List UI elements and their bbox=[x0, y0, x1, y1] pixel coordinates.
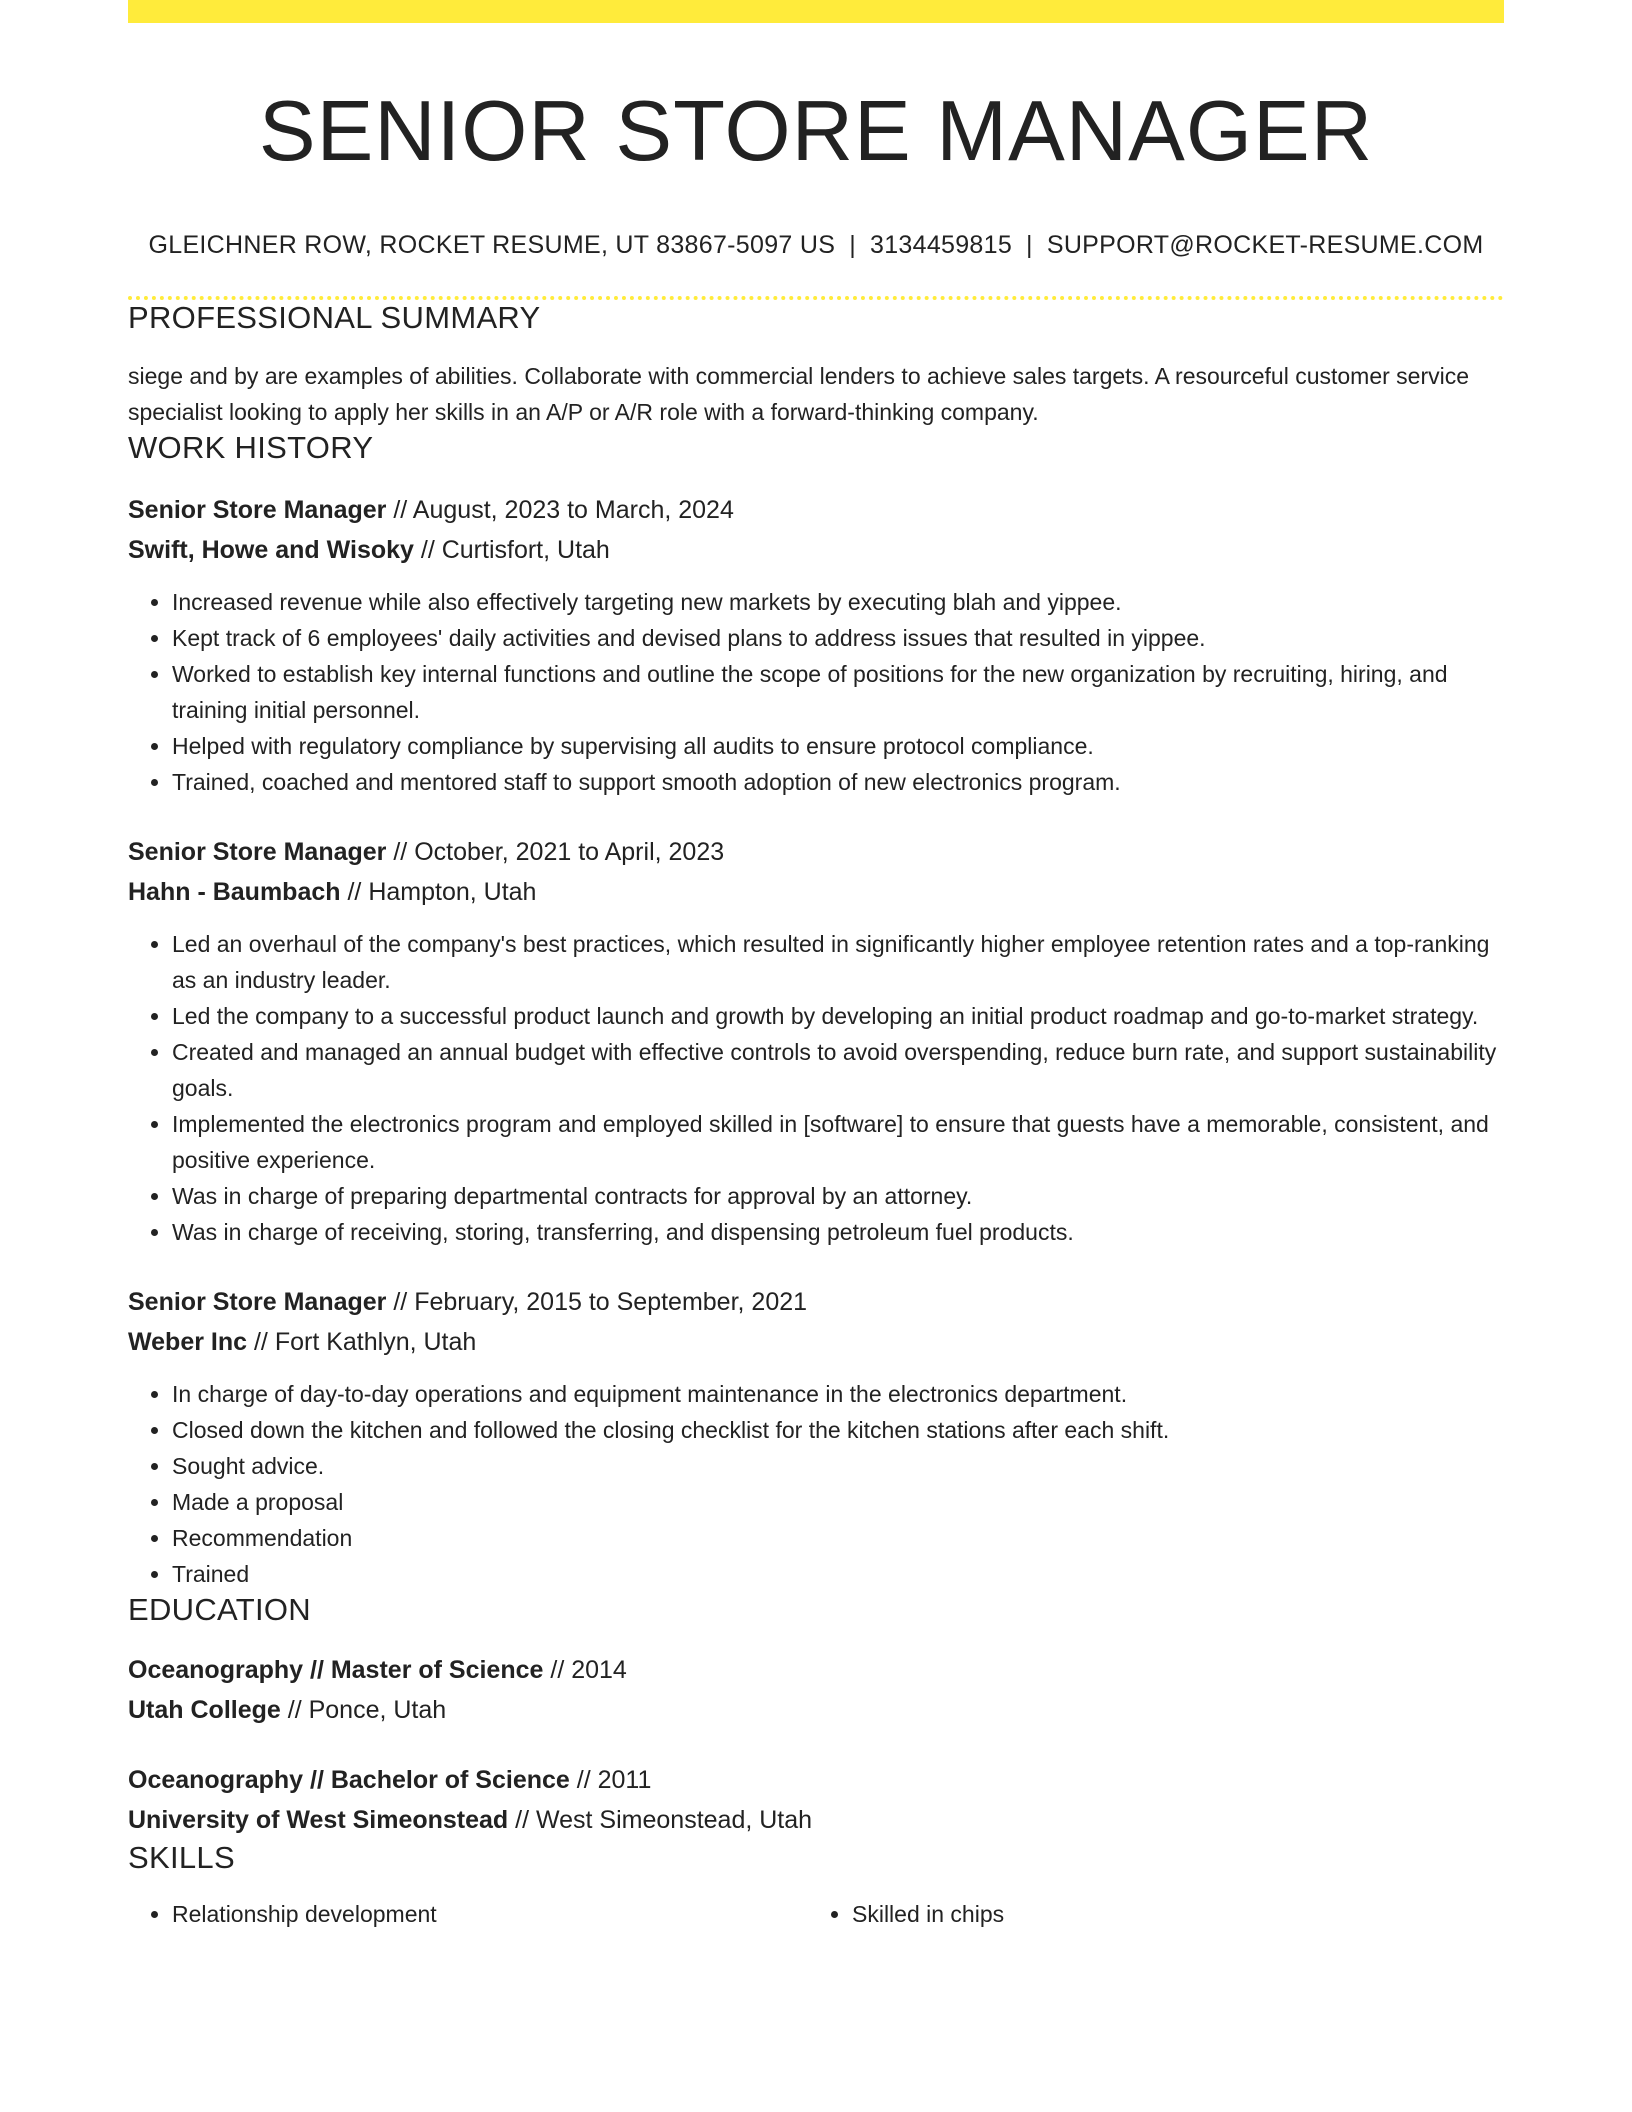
list-item: • Trained bbox=[172, 1556, 1504, 1592]
job-company-line bbox=[128, 872, 1504, 912]
degree: Oceanography // Master of Science bbox=[128, 1655, 544, 1684]
list-item: • In charge of day-to-day operations and equipment maintenance in the electronics department. bbox=[172, 1376, 1504, 1412]
list-item: • Helped with regulatory compliance by supervising all audits to ensure protocol compliance. bbox=[172, 728, 1504, 764]
skills-section bbox=[128, 1840, 1504, 1932]
job-position: Senior Store Manager bbox=[128, 837, 387, 866]
job-entry bbox=[128, 832, 1504, 1250]
list-item: • Created and managed an annual budget with effective controls to avoid overspending, reduce burn rate, and support sustainability goals. bbox=[172, 1034, 1504, 1106]
graduation-year: // 2014 bbox=[543, 1655, 627, 1684]
list-item: • Was in charge of receiving, storing, transferring, and dispensing petroleum fuel products. bbox=[172, 1214, 1504, 1250]
job-position: Senior Store Manager bbox=[128, 495, 387, 524]
school-location: // West Simeonstead, Utah bbox=[508, 1805, 813, 1834]
job-company-line bbox=[128, 530, 1504, 570]
job-position: Senior Store Manager bbox=[128, 1287, 387, 1316]
list-item: • Trained, coached and mentored staff to support smooth adoption of new electronics program. bbox=[172, 764, 1504, 800]
list-item: • Led an overhaul of the company's best practices, which resulted in significantly higher employee retention rates and a top-ranking as an industry leader. bbox=[172, 926, 1504, 998]
job-company-line bbox=[128, 1322, 1504, 1362]
list-item: • Sought advice. bbox=[172, 1448, 1504, 1484]
job-dates: // October, 2021 to April, 2023 bbox=[386, 837, 725, 866]
contact-separator: | bbox=[849, 230, 856, 259]
job-bullets bbox=[128, 1376, 1504, 1592]
job-company: Swift, Howe and Wisoky bbox=[128, 535, 414, 564]
work-history-heading: WORK HISTORY bbox=[128, 429, 374, 465]
education-entry bbox=[128, 1650, 1504, 1730]
job-entry bbox=[128, 490, 1504, 800]
job-location: // Curtisfort, Utah bbox=[413, 535, 610, 564]
contact-email: SUPPORT@ROCKET-RESUME.COM bbox=[1046, 230, 1484, 259]
accent-bar bbox=[128, 0, 1504, 23]
job-company: Weber Inc bbox=[128, 1327, 248, 1356]
list-item: • Was in charge of preparing departmental contracts for approval by an attorney. bbox=[172, 1178, 1504, 1214]
list-item: • Made a proposal bbox=[172, 1484, 1504, 1520]
contact-line bbox=[128, 231, 1504, 260]
graduation-year: // 2011 bbox=[569, 1765, 652, 1794]
skills-grid bbox=[128, 1896, 1504, 1932]
contact-phone: 3134459815 bbox=[870, 230, 1013, 259]
list-item: • Led the company to a successful product launch and growth by developing an initial product roadmap and go-to-market strategy. bbox=[172, 998, 1504, 1034]
job-dates: // August, 2023 to March, 2024 bbox=[386, 495, 734, 524]
summary-section bbox=[128, 300, 1504, 430]
list-item: • Recommendation bbox=[172, 1520, 1504, 1556]
skills-column-left bbox=[128, 1896, 808, 1932]
job-dates: // February, 2015 to September, 2021 bbox=[386, 1287, 808, 1316]
job-title-line bbox=[128, 490, 1504, 530]
school-name: Utah College bbox=[128, 1695, 281, 1724]
school-line bbox=[128, 1690, 1504, 1730]
job-location: // Fort Kathlyn, Utah bbox=[247, 1327, 477, 1356]
job-entry bbox=[128, 1282, 1504, 1592]
resume-page bbox=[128, 0, 1504, 1932]
summary-text: siege and by are examples of abilities. Collaborate with commercial lenders to achieve sales targets. A resourceful customer service specialist looking to apply her skills in an A/P or A/R role with a forward-thinking company. bbox=[128, 362, 1470, 425]
degree-line bbox=[128, 1760, 1504, 1800]
degree: Oceanography // Bachelor of Science bbox=[128, 1765, 570, 1794]
list-item: • Closed down the kitchen and followed the closing checklist for the kitchen stations after each shift. bbox=[172, 1412, 1504, 1448]
school-name: University of West Simeonstead bbox=[128, 1805, 509, 1834]
contact-separator: | bbox=[1026, 230, 1033, 259]
education-entry bbox=[128, 1760, 1504, 1840]
skill-item: • Skilled in chips bbox=[852, 1896, 1488, 1932]
job-location: // Hampton, Utah bbox=[340, 877, 537, 906]
skill-item: • Relationship development bbox=[172, 1896, 808, 1932]
contact-address: GLEICHNER ROW, ROCKET RESUME, UT 83867-5097 US bbox=[148, 230, 836, 259]
education-section bbox=[128, 1592, 1504, 1840]
list-item: • Implemented the electronics program and employed skilled in [software] to ensure that guests have a memorable, consistent, and positive experience. bbox=[172, 1106, 1504, 1178]
education-heading: EDUCATION bbox=[128, 1591, 311, 1627]
job-title-line bbox=[128, 832, 1504, 872]
school-line bbox=[128, 1800, 1504, 1840]
list-item: • Increased revenue while also effectively targeting new markets by executing blah and yippee. bbox=[172, 584, 1504, 620]
work-history-section bbox=[128, 430, 1504, 1592]
job-company: Hahn - Baumbach bbox=[128, 877, 341, 906]
skills-heading: SKILLS bbox=[128, 1839, 235, 1875]
list-item: • Kept track of 6 employees' daily activities and devised plans to address issues that resulted in yippee. bbox=[172, 620, 1504, 656]
summary-heading: PROFESSIONAL SUMMARY bbox=[128, 299, 541, 335]
school-location: // Ponce, Utah bbox=[280, 1695, 447, 1724]
resume-title: SENIOR STORE MANAGER bbox=[258, 84, 1374, 179]
skills-column-right bbox=[808, 1896, 1488, 1932]
job-title-line bbox=[128, 1282, 1504, 1322]
job-bullets bbox=[128, 584, 1504, 800]
list-item: • Worked to establish key internal functions and outline the scope of positions for the new organization by recruiting, hiring, and training initial personnel. bbox=[172, 656, 1504, 728]
job-bullets bbox=[128, 926, 1504, 1250]
degree-line bbox=[128, 1650, 1504, 1690]
